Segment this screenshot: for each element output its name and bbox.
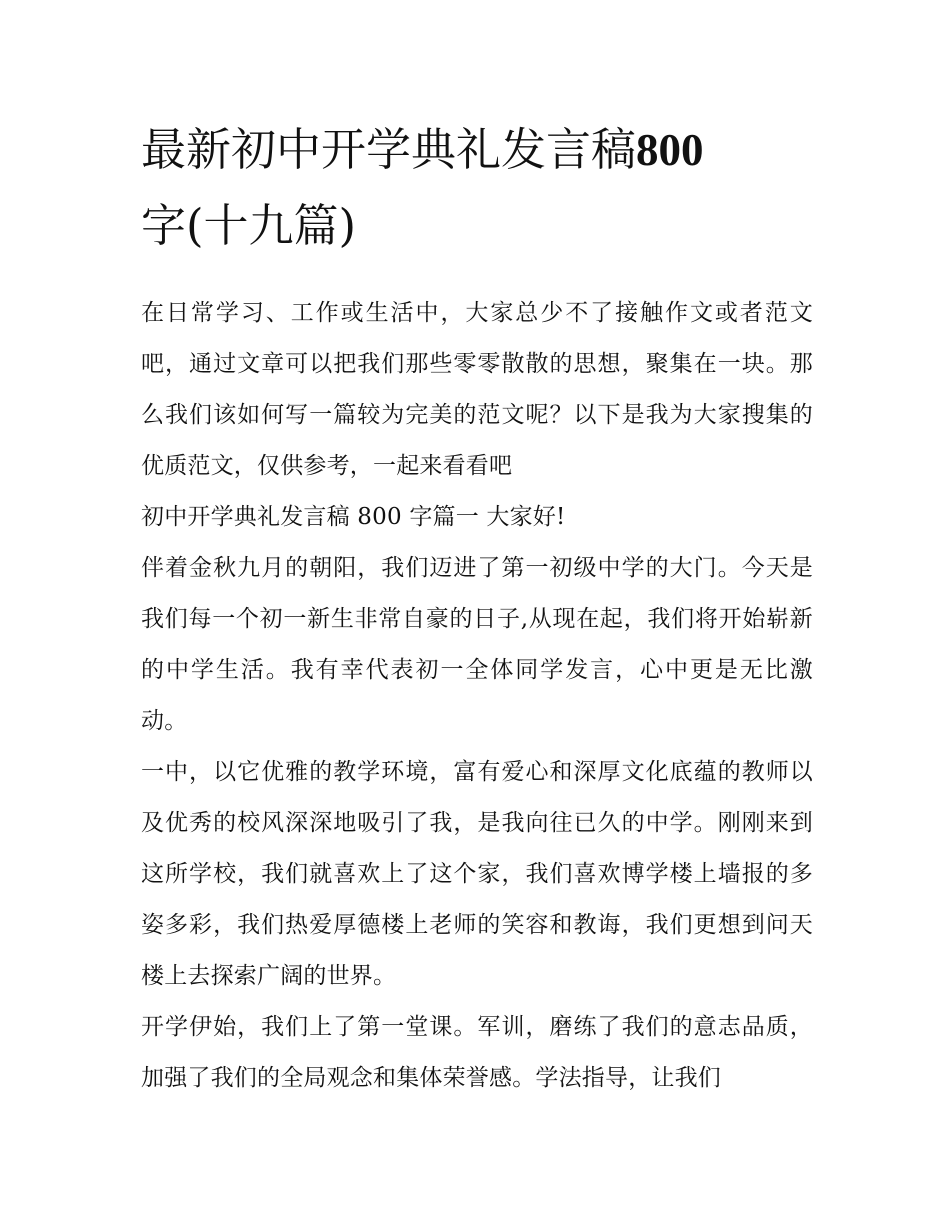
document-content: [141, 112, 813, 1104]
title-text: 最新初中开学典礼发言稿: [141, 123, 637, 176]
paragraph: 开学伊始，我们上了第一堂课。军训，磨练了我们的意志品质，加强了我们的全局观念和集体荣誉感。学法指导，让我们: [141, 1014, 813, 1091]
title-number: 800: [636, 125, 704, 175]
document-body: [141, 288, 813, 1104]
title-text-continued: 字(十九篇): [141, 199, 357, 252]
paragraph-intro: 在日常学习、工作或生活中，大家总少不了接触作文或者范文吧，通过文章可以把我们那些零零散散的思想，聚集在一块。那么我们该如何写一篇较为完美的范文呢？以下是我为大家搜集的优质范文，仅供参考，一起来看看吧: [141, 300, 813, 479]
paragraph-heading: 初中开学典礼发言稿 800 字篇一 大家好!: [141, 504, 566, 530]
paragraph: 一中，以它优雅的教学环境，富有爱心和深厚文化底蕴的教师以及优秀的校风深深地吸引了我，是我向往已久的中学。刚刚来到这所学校，我们就喜欢上了这个家，我们喜欢博学楼上墙报的多姿多彩，我们热爱厚德楼上老师的笑容和教诲，我们更想到问天楼上去探索广阔的世界。: [141, 759, 813, 989]
paragraph: 伴着金秋九月的朝阳，我们迈进了第一初级中学的大门。今天是我们每一个初一新生非常自豪的日子,从现在起，我们将开始崭新的中学生活。我有幸代表初一全体同学发言，心中更是无比激动。: [141, 555, 813, 734]
document-title: [141, 112, 813, 264]
